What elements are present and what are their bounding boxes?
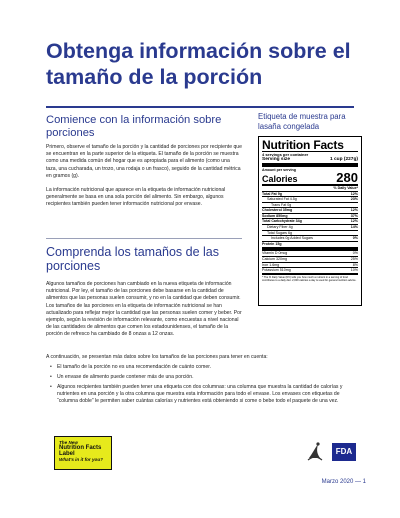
page-footer: Marzo 2020 — 1 xyxy=(321,479,366,485)
page-title: Obtenga información sobre el tamaño de la porción xyxy=(46,39,351,89)
section-divider xyxy=(46,238,242,239)
nutrient-name: Protein 15g xyxy=(262,241,282,246)
vitamin-name: Iron 1.6mg xyxy=(262,262,280,267)
nutrient-dv: 12% xyxy=(350,191,358,196)
hhs-logo-icon xyxy=(306,440,324,462)
nutrient-name: Total Carbohydrate 34g xyxy=(262,219,302,224)
serving-size-value: 1 cup (227g) xyxy=(330,157,358,162)
vitamin-dv: 0% xyxy=(352,251,358,256)
vitamin-dv: 8% xyxy=(352,262,358,267)
facts-intro: A continuación, se presentan más datos sobre los tamaños de las porciones para tener en cuenta: xyxy=(46,354,268,360)
nutrient-name: Includes 0g Added Sugars xyxy=(271,236,313,241)
nutrition-label-title: Nutrition Facts xyxy=(262,138,344,152)
badge-line-3: What's in it for you? xyxy=(59,457,103,463)
section2-paragraph: Algunos tamaños de porciones han cambiado en la nueva etiqueta de información nutricional. Por ley, el tamaño de las porciones debe basarse en la cantidad de alimentos que las personas suelen consumir, y no en la cantidad que deben consumir. Los tamaños de las porciones en la etiqueta de información nutricional se han actualizado para reflejar mejor la cantidad que las personas suelen comer y beber. Por ejemplo, según la revisión de información relevante, como encuestas a nivel nacional de las cantidades de alimentos que comen los estadounidenses, el tamaño de la porción de refresco ha cambiado de 8 onzas a 12 onzas. xyxy=(46,281,242,338)
nutrient-name: Dietary Fiber 4g xyxy=(267,225,293,230)
fda-logo: FDA xyxy=(332,443,356,461)
list-item: • El tamaño de la porción no es una recomendación de cuánto comer. xyxy=(50,364,360,371)
vitamin-name: Vitamin D 0mcg xyxy=(262,251,288,256)
list-item: • Un envase de alimento puede contener más de una porción. xyxy=(50,374,360,381)
calories-row xyxy=(262,172,358,184)
serving-size-label: Serving size xyxy=(262,157,290,162)
section-heading-serving-sizes: Comprenda los tamaños de las porciones xyxy=(46,245,220,273)
section1-paragraph-2: La información nutricional que aparece en la etiqueta de información nutricional generalmente se basa en una sola porción del alimento. Sin embargo, algunos recipientes también pueden tener información nutricional por envase. xyxy=(46,187,226,208)
servings-per-container: 4 servings per container xyxy=(262,152,309,157)
nutrition-label-footnote: * The % Daily Value (DV) tells you how much a nutrient in a serving of food contributes to a daily diet. 2,000 calories a day is used for general nutrition advice. xyxy=(262,275,357,283)
nutrition-facts-label xyxy=(258,136,362,306)
calories-label: Calories xyxy=(262,174,298,184)
section-heading-portions: Comience con la información sobre porciones xyxy=(46,114,222,139)
title-divider xyxy=(46,106,354,108)
nutrient-dv: 12% xyxy=(350,219,358,224)
calories-value: 280 xyxy=(336,170,358,185)
nutrient-dv: 14% xyxy=(350,225,358,230)
vitamin-dv: 25% xyxy=(350,257,358,262)
nutrient-name: Cholesterol 35mg xyxy=(262,208,293,213)
nutrient-name: Trans Fat 0g xyxy=(271,202,292,207)
nutrient-dv: 23% xyxy=(350,197,358,202)
vitamin-name: Potassium 510mg xyxy=(262,268,291,273)
daily-value-header: % Daily Value* xyxy=(333,186,358,190)
nutrient-row xyxy=(262,241,358,247)
vitamin-name: Calcium 320mg xyxy=(262,257,287,262)
nutrient-name: Total Sugars 6g xyxy=(267,230,292,235)
new-label-badge xyxy=(54,436,112,470)
label-caption: Etiqueta de muestra para lasaña congelada xyxy=(258,112,346,131)
vitamin-dv: 10% xyxy=(350,268,358,273)
nutrient-name: Total Fat 9g xyxy=(262,191,282,196)
list-item: • Algunos recipientes también pueden tener una etiqueta con dos columnas: una columna que muestra la cantidad de calorías y nutrientes en una porción y la otra columna que muestra esta información para todo el envase. Los envases con etiquetas de “columna doble” le permiten saber cuántas calorías y nutrientes está obteniendo si come o bebe todo el paquete de una vez. xyxy=(50,384,360,405)
nutrient-dv: 37% xyxy=(350,213,358,218)
badge-line-2: Nutrition Facts Label xyxy=(59,445,102,458)
facts-list xyxy=(50,364,360,408)
nutrient-name: Saturated Fat 4.5g xyxy=(267,197,297,202)
section1-paragraph-1: Primero, observe el tamaño de la porción y la cantidad de porciones por recipiente que se encuentran en la parte superior de la etiqueta. El tamaño de la porción se muestra como una medida común del hogar que es apropiada para el alimento (como una taza, una cucharada, un trozo, una rodaja o un frasco), seguido de la cantidad métrica en gramos (g). xyxy=(46,144,242,179)
amount-per-serving: Amount per serving xyxy=(262,167,296,172)
nutrient-name: Sodium 850mg xyxy=(262,213,288,218)
nutrient-dv: 12% xyxy=(350,208,358,213)
badge-line-1: The New xyxy=(59,440,78,445)
nutrient-dv: 0% xyxy=(352,236,358,241)
